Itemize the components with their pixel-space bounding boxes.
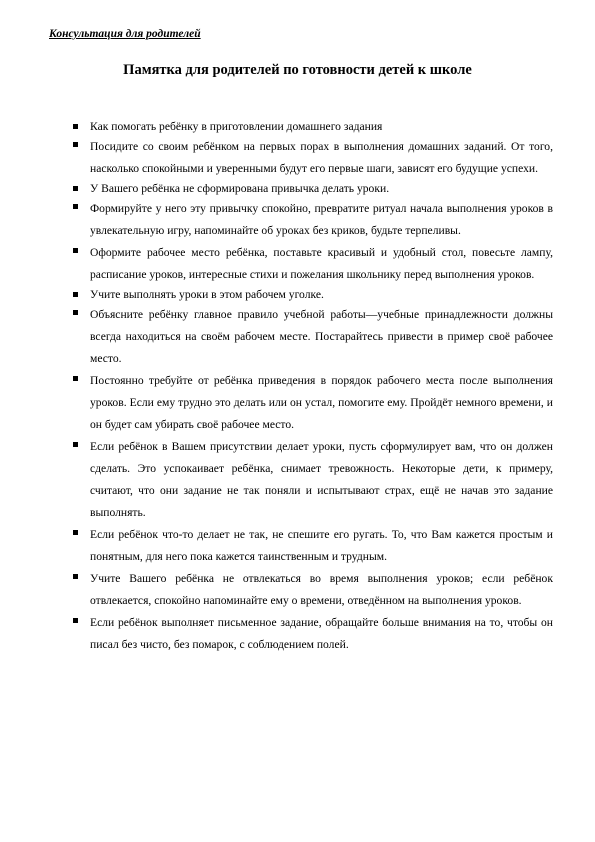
list-item <box>73 198 553 242</box>
bullet-icon <box>73 530 78 535</box>
list-item-text: Формируйте у него эту привычку спокойно, превратите ритуал начала выполнения уроков в увлекательную игру, напоминайте об уроках без криков, будьте терпеливы. <box>90 202 553 237</box>
list-item <box>73 568 553 612</box>
list-item-text: Постоянно требуйте от ребёнка приведения в порядок рабочего места после выполнения уроков. Если ему трудно это делать или он устал, помогите ему. Пройдёт немного времени, и он будет сам убирать своё рабочее место. <box>90 374 553 431</box>
list-item-text: Если ребёнок выполняет письменное задание, обращайте больше внимания на то, чтобы он писал без чисто, без помарок, с соблюдением полей. <box>90 616 553 651</box>
document-title: Памятка для родителей по готовности детей к школе <box>123 62 472 78</box>
bullet-icon <box>73 442 78 447</box>
list-item <box>73 370 553 436</box>
bullet-icon <box>73 204 78 209</box>
list-item <box>73 436 553 524</box>
bullet-icon <box>73 310 78 315</box>
bullet-icon <box>73 574 78 579</box>
list-item-text: Оформите рабочее место ребёнка, поставьте красивый и удобный стол, повесьте лампу, расписание уроков, интересные стихи и пожелания школьнику перед выполнения уроков. <box>90 246 553 281</box>
bullet-icon <box>73 142 78 147</box>
list-item-text: Объясните ребёнку главное правило учебной работы—учебные принадлежности должны всегда находиться на своём рабочем месте. Постарайтесь привести в пример своё рабочее место. <box>90 308 553 365</box>
document-kicker: Консультация для родителей <box>49 28 201 40</box>
bullet-icon <box>73 124 78 129</box>
advice-list <box>73 118 553 656</box>
list-item <box>73 286 553 304</box>
list-item-text: Если ребёнок в Вашем присутствии делает уроки, пусть сформулирует вам, что он должен сделать. Это успокаивает ребёнка, снимает тревожность. Некоторые дети, к примеру, считают, что они задание не так поняли и испытывают страх, ещё не начав это задание выполнять. <box>90 440 553 519</box>
list-item <box>73 242 553 286</box>
list-item-text: Если ребёнок что-то делает не так, не спешите его ругать. То, что Вам кажется простым и понятным, для него пока кажется таинственным и трудным. <box>90 528 553 563</box>
bullet-icon <box>73 248 78 253</box>
bullet-icon <box>73 186 78 191</box>
list-item <box>73 180 553 198</box>
list-item-text: Учите выполнять уроки в этом рабочем уголке. <box>90 288 324 301</box>
bullet-icon <box>73 376 78 381</box>
list-item <box>73 118 553 136</box>
list-item-text: Посидите со своим ребёнком на первых порах в выполнения домашних заданий. От того, насколько спокойными и уверенными будут его первые шаги, зависят его будущие успехи. <box>90 140 553 175</box>
list-item-text: Как помогать ребёнку в приготовлении домашнего задания <box>90 120 383 133</box>
list-item-text: У Вашего ребёнка не сформирована привычка делать уроки. <box>90 182 390 195</box>
list-item <box>73 136 553 180</box>
list-item <box>73 612 553 656</box>
list-item <box>73 524 553 568</box>
bullet-icon <box>73 292 78 297</box>
bullet-icon <box>73 618 78 623</box>
list-item-text: Учите Вашего ребёнка не отвлекаться во время выполнения уроков; если ребёнок отвлекается, спокойно напоминайте ему о времени, отведённом на выполнения уроков. <box>90 572 553 607</box>
list-item <box>73 304 553 370</box>
